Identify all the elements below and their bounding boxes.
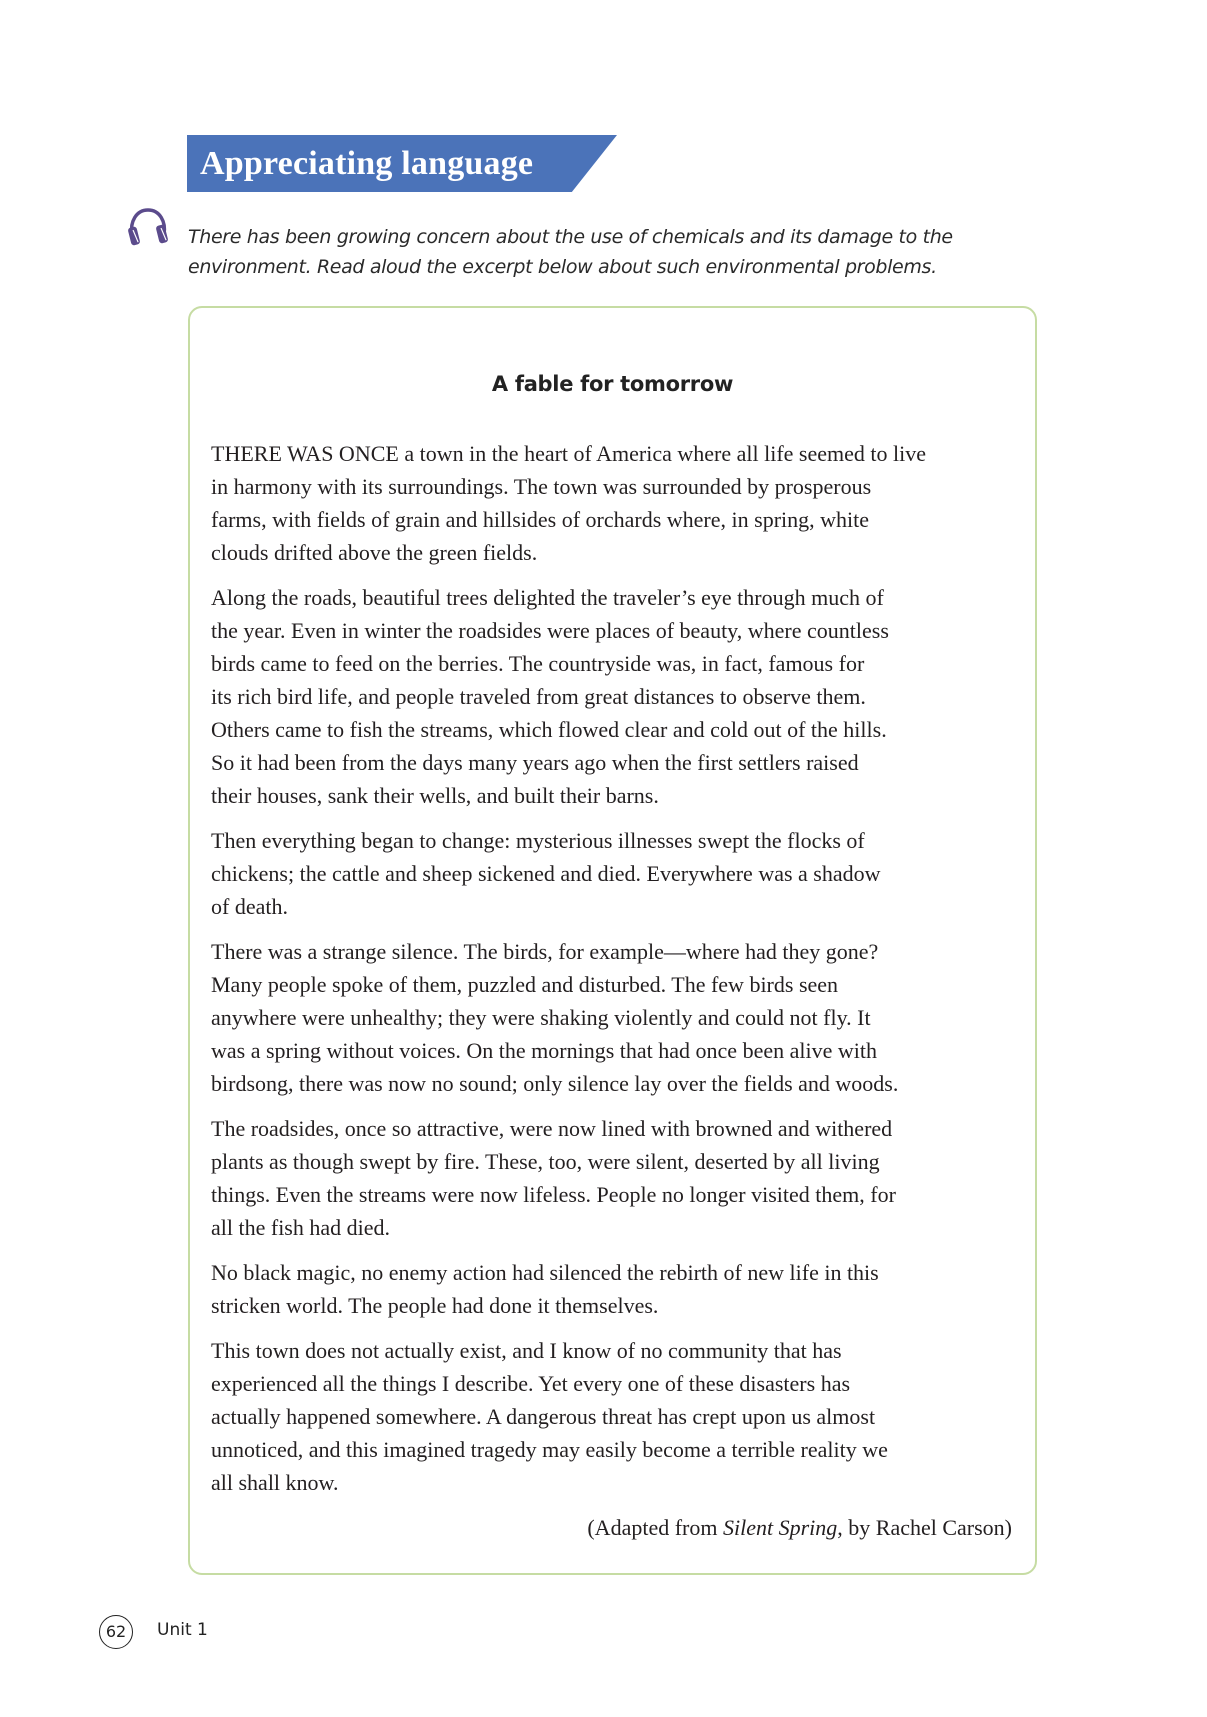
text-line: birds came to feed on the berries. The countryside was, in fact, famous for bbox=[211, 651, 865, 676]
text-line: So it had been from the days many years ago when the first settlers raised bbox=[211, 750, 859, 775]
excerpt-paragraph bbox=[211, 824, 1017, 923]
attribution-suffix: , by Rachel Carson) bbox=[837, 1515, 1012, 1540]
intro-instructions bbox=[188, 222, 1068, 282]
text-line: of death. bbox=[211, 894, 288, 919]
text-line: experienced all the things I describe. Yet every one of these disasters has bbox=[211, 1371, 851, 1396]
text-line: all the fish had died. bbox=[211, 1215, 391, 1240]
headphones-icon[interactable] bbox=[126, 204, 170, 248]
text-line: stricken world. The people had done it themselves. bbox=[211, 1293, 659, 1318]
text-line: THERE WAS ONCE a town in the heart of America where all life seemed to live bbox=[211, 441, 926, 466]
excerpt-body bbox=[211, 437, 1017, 1556]
text-line: the year. Even in winter the roadsides were places of beauty, where countless bbox=[211, 618, 889, 643]
intro-line: environment. Read aloud the excerpt below about such environmental problems. bbox=[188, 256, 937, 278]
text-line: their houses, sank their wells, and built their barns. bbox=[211, 783, 659, 808]
excerpt-paragraph bbox=[211, 1334, 1017, 1499]
intro-line: There has been growing concern about the use of chemicals and its damage to the bbox=[188, 226, 953, 248]
text-line: This town does not actually exist, and I know of no community that has bbox=[211, 1338, 842, 1363]
text-line: all shall know. bbox=[211, 1470, 339, 1495]
excerpt-paragraph bbox=[211, 1112, 1017, 1244]
text-line: No black magic, no enemy action had silenced the rebirth of new life in this bbox=[211, 1260, 879, 1285]
excerpt-paragraph bbox=[211, 1256, 1017, 1322]
text-line: There was a strange silence. The birds, for example—where had they gone? bbox=[211, 939, 879, 964]
text-line: farms, with fields of grain and hillsides of orchards where, in spring, white bbox=[211, 507, 870, 532]
text-line: plants as though swept by fire. These, too, were silent, deserted by all living bbox=[211, 1149, 880, 1174]
attribution-prefix: (Adapted from bbox=[587, 1515, 723, 1540]
book-title: Silent Spring bbox=[722, 1515, 838, 1540]
text-line: clouds drifted above the green fields. bbox=[211, 540, 538, 565]
text-line: Along the roads, beautiful trees delighted the traveler’s eye through much of bbox=[211, 585, 884, 610]
excerpt-paragraph bbox=[211, 437, 1017, 569]
text-line: Many people spoke of them, puzzled and disturbed. The few birds seen bbox=[211, 972, 839, 997]
page-number: 62 bbox=[99, 1615, 133, 1649]
text-line: chickens; the cattle and sheep sickened and died. Everywhere was a shadow bbox=[211, 861, 881, 886]
text-line: birdsong, there was now no sound; only silence lay over the fields and woods. bbox=[211, 1071, 899, 1096]
excerpt-paragraph bbox=[211, 935, 1017, 1100]
text-line: unnoticed, and this imagined tragedy may easily become a terrible reality we bbox=[211, 1437, 888, 1462]
text-line: Others came to fish the streams, which flowed clear and cold out of the hills. bbox=[211, 717, 887, 742]
excerpt-title: A fable for tomorrow bbox=[491, 372, 734, 396]
attribution bbox=[211, 1511, 1012, 1544]
text-line: The roadsides, once so attractive, were now lined with browned and withered bbox=[211, 1116, 893, 1141]
unit-label: Unit 1 bbox=[157, 1620, 208, 1640]
text-line: in harmony with its surroundings. The town was surrounded by prosperous bbox=[211, 474, 872, 499]
text-line: things. Even the streams were now lifeless. People no longer visited them, for bbox=[211, 1182, 896, 1207]
text-line: Then everything began to change: mysterious illnesses swept the flocks of bbox=[211, 828, 865, 853]
section-title: Appreciating language bbox=[200, 145, 534, 182]
text-line: was a spring without voices. On the mornings that had once been alive with bbox=[211, 1038, 877, 1063]
text-line: anywhere were unhealthy; they were shaking violently and could not fly. It bbox=[211, 1005, 871, 1030]
excerpt-paragraph bbox=[211, 581, 1017, 812]
text-line: its rich bird life, and people traveled from great distances to observe them. bbox=[211, 684, 866, 709]
text-line: actually happened somewhere. A dangerous threat has crept upon us almost bbox=[211, 1404, 876, 1429]
